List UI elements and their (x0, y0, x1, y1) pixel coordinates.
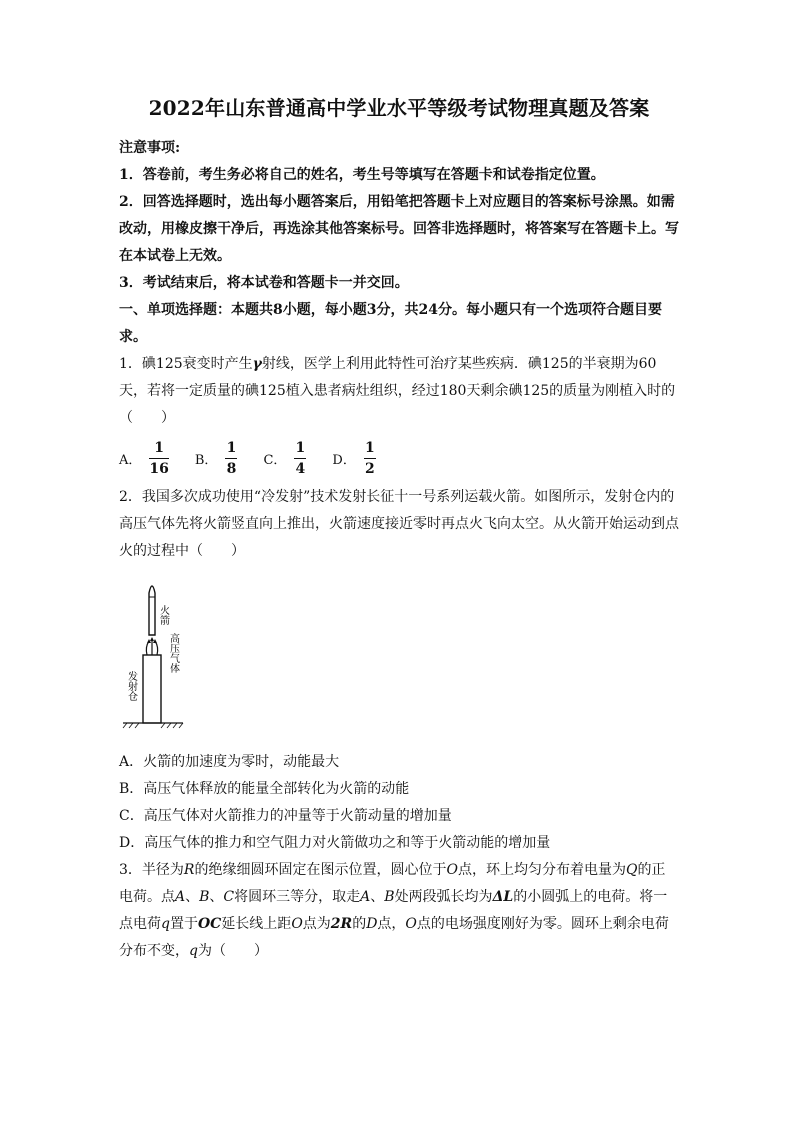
notice-item-2: 2．回答选择题时，选出每小题答案后，用铅笔把答题卡上对应题目的答案标号涂黑。如需改动，用橡皮擦干净后，再选涂其他答案标号。回答非选择题时，将答案写在答题卡上。写在本试卷上无效。 (119, 194, 679, 264)
page-title: 2022年山东普通高中学业水平等级考试物理真题及答案 (148, 96, 650, 120)
option-label: B． (194, 452, 218, 468)
var-O: O (405, 916, 417, 932)
var-B: B (384, 889, 395, 905)
q3-text: 、 (370, 889, 385, 905)
question-2-option-a[interactable]: A．火箭的加速度为零时，动能最大 (119, 754, 340, 770)
numerator: 1 (364, 439, 375, 456)
option-label: D． (332, 452, 356, 468)
label-rocket: 火箭 (157, 605, 169, 625)
rocket-launch-figure (119, 575, 199, 735)
q3-text: 的绝缘细圆环固定在图示位置，圆心位于 (194, 862, 447, 878)
question-2-option-d[interactable]: D．高压气体的推力和空气阻力对火箭做功之和等于火箭动能的增加量 (119, 835, 551, 851)
rocket-body (149, 586, 155, 635)
symbol-OC: OC (197, 916, 222, 932)
var-q: q (189, 943, 198, 959)
var-R: R (183, 862, 195, 878)
numerator: 1 (154, 439, 164, 456)
q1-text-a: 1．碘125衰变时产生 (119, 356, 253, 372)
option-label: C． (263, 452, 287, 468)
q3-text: 处两段弧长均为 (394, 889, 493, 905)
q3-text: 的 (352, 916, 367, 932)
q3-text: 置于 (169, 916, 198, 932)
label-gas: 高压气体 (167, 633, 179, 673)
fraction-bar (225, 458, 237, 459)
denominator: 8 (226, 460, 237, 477)
q3-text: 、 (185, 889, 200, 905)
fraction-bar (149, 458, 168, 459)
label-silo: 发射仓 (125, 671, 137, 701)
fraction (294, 440, 306, 477)
var-A: A (360, 889, 371, 905)
q3-text: 点，环上均匀分布着电量为 (457, 862, 626, 878)
notice-heading: 注意事项: (119, 140, 181, 156)
q3-text: 3．半径为 (119, 862, 184, 878)
var-O: O (446, 862, 458, 878)
var-A: A (175, 889, 186, 905)
option-label: A． (119, 452, 142, 468)
exam-page (119, 92, 679, 965)
var-q: q (161, 916, 170, 932)
var-B: B (199, 889, 210, 905)
var-D: D (366, 916, 378, 932)
var-O: O (291, 916, 303, 932)
fraction (225, 440, 237, 477)
option-c[interactable] (263, 440, 306, 477)
q3-text: 延长线上距 (221, 916, 292, 932)
denominator: 4 (295, 460, 306, 477)
option-d[interactable] (332, 440, 375, 477)
q3-text: 将圆环三等分，取走 (234, 889, 361, 905)
numerator: 1 (295, 439, 306, 456)
question-1-options (119, 436, 679, 480)
q3-text: 点， (377, 916, 406, 932)
question-2-option-b[interactable]: B．高压气体释放的能量全部转化为火箭的动能 (119, 781, 410, 797)
notice-item-3: 3．考试结束后，将本试卷和答题卡一并交回。 (119, 275, 409, 291)
gas-arrow-right (155, 641, 158, 655)
q3-text: 点的电场强度刚好为零。圆环上剩余电荷分布不变， (119, 916, 669, 959)
var-C: C (223, 889, 235, 905)
q3-text: 点为 (302, 916, 331, 932)
gamma-symbol: γ (252, 356, 262, 372)
fraction (149, 440, 168, 477)
option-b[interactable] (195, 440, 238, 477)
symbol-delta-L: ΔL (492, 889, 514, 905)
numerator: 1 (226, 439, 237, 456)
question-1-stem (119, 351, 679, 432)
var-Q: Q (625, 862, 638, 878)
arrow-head-center (150, 637, 154, 641)
symbol-2R: 2R (330, 916, 353, 932)
q3-text: 、 (209, 889, 224, 905)
fraction (364, 440, 376, 477)
q3-text: 的小圆弧上的电荷。将一点电荷 (119, 889, 668, 932)
q1-text-b: 射线，医学上利用此特性可治疗某些疾病．碘125的半衰期为60天，若将一定质量的碘125植入患者病灶组织，经过180天剩余碘125的质量为刚植入时的（ ） (119, 356, 676, 426)
q3-text: 的正电荷。点 (119, 862, 666, 905)
option-a[interactable] (119, 440, 169, 477)
ground-hatching (123, 723, 183, 728)
q3-text: 为（ ） (197, 943, 268, 959)
section-heading: 一、单项选择题：本题共8小题，每小题3分，共24分。每小题只有一个选项符合题目要求。 (119, 302, 662, 345)
silo-body (143, 655, 161, 723)
question-2-stem: 2．我国多次成功使用“冷发射”技术发射长征十一号系列运载火箭。如图所示，发射仓内的高压气体先将火箭竖直向上推出，火箭速度接近零时再点火飞向太空。从火箭开始运动到点火的过程中（ ） (119, 489, 679, 559)
gas-arrow-left (146, 641, 149, 655)
question-2-option-c[interactable]: C．高压气体对火箭推力的冲量等于火箭动量的增加量 (119, 808, 452, 824)
denominator: 2 (364, 460, 375, 477)
fraction-bar (364, 458, 376, 459)
fraction-bar (294, 458, 306, 459)
question-3-stem (119, 857, 679, 965)
denominator: 16 (149, 460, 169, 477)
notice-item-1: 1．答卷前，考生务必将自己的姓名，考生号等填写在答题卡和试卷指定位置。 (119, 167, 605, 183)
